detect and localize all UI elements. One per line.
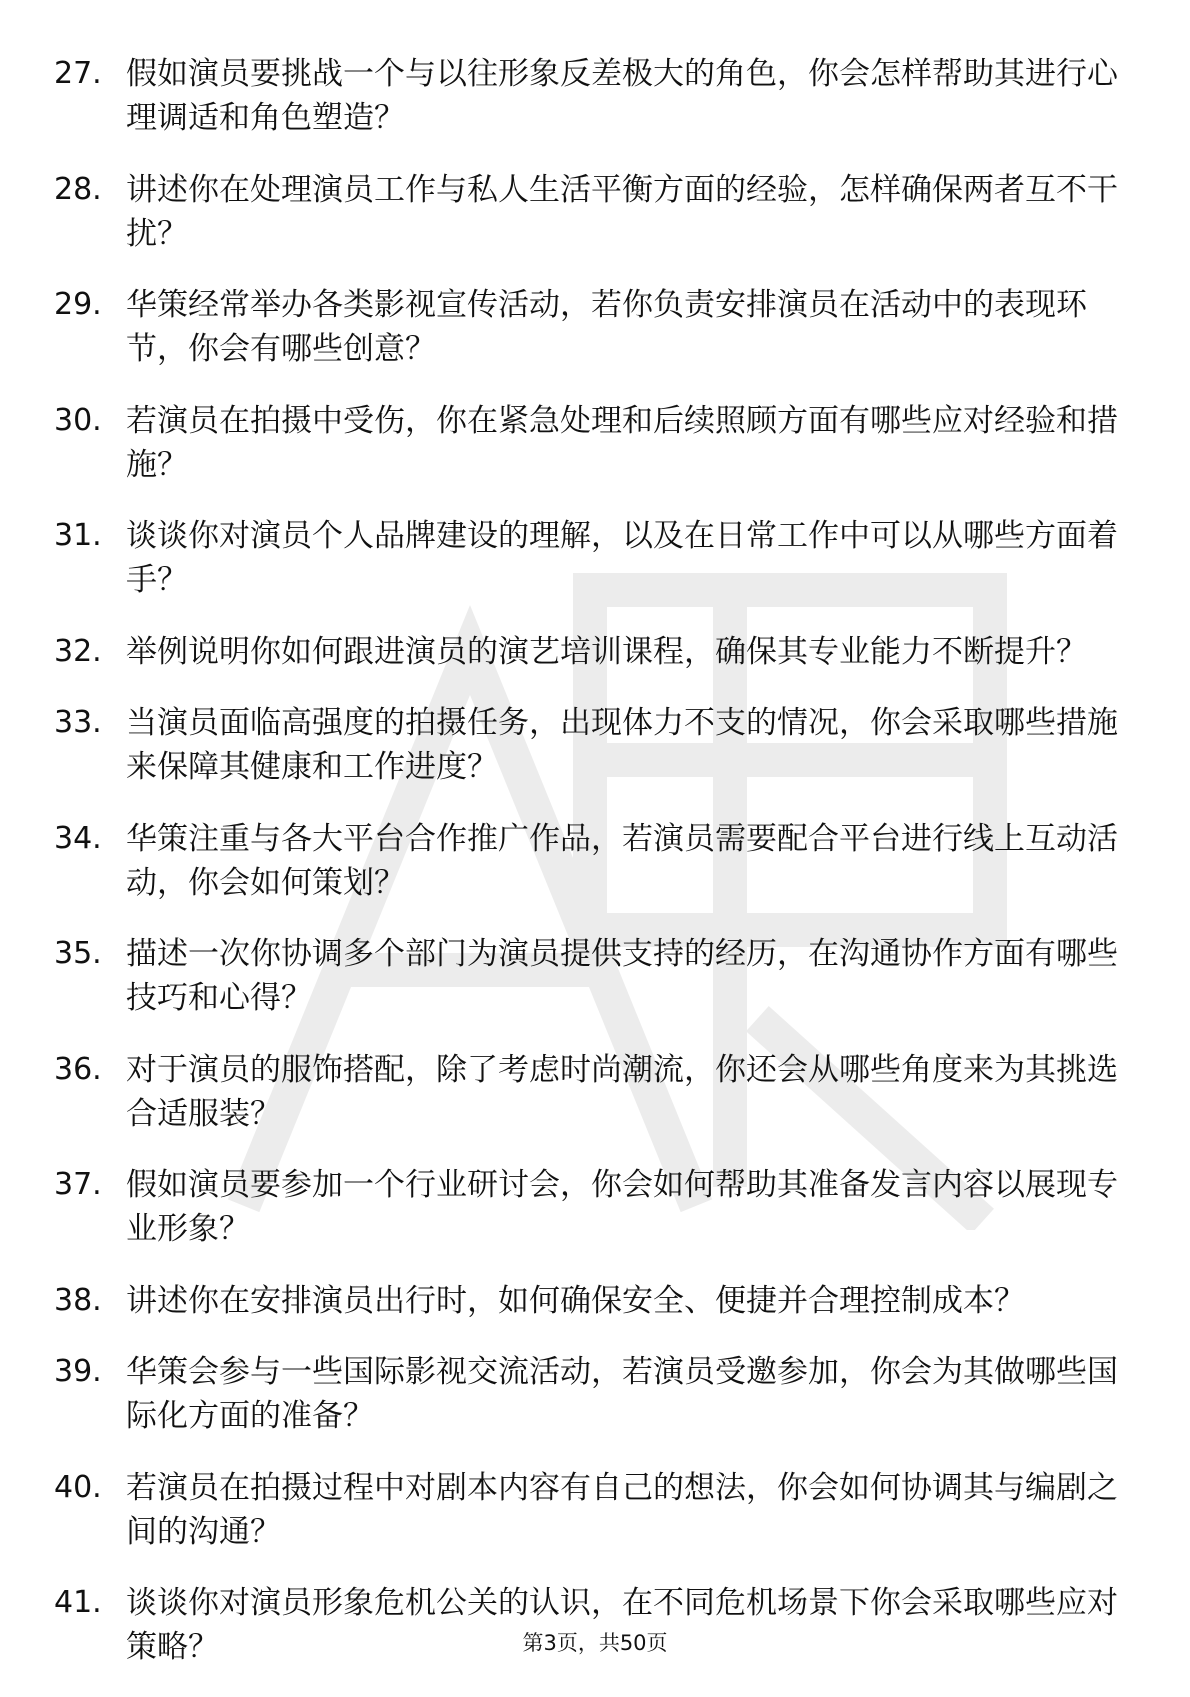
question-item xyxy=(54,932,1144,1020)
question-number: 30. xyxy=(54,402,102,438)
question-item xyxy=(54,399,1144,487)
question-text: 华策会参与一些国际影视交流活动，若演员受邀参加，你会为其做哪些国际化方面的准备？ xyxy=(126,1354,1118,1434)
question-text: 描述一次你协调多个部门为演员提供支持的经历，在沟通协作方面有哪些技巧和心得？ xyxy=(126,936,1118,1016)
question-text: 若演员在拍摄过程中对剧本内容有自己的想法，你会如何协调其与编剧之间的沟通？ xyxy=(126,1469,1118,1550)
question-text: 当演员面临高强度的拍摄任务，出现体力不支的情况，你会采取哪些措施来保障其健康和工作进度？ xyxy=(126,705,1118,785)
question-number: 39. xyxy=(54,1354,102,1389)
question-text: 假如演员要参加一个行业研讨会，你会如何帮助其准备发言内容以展现专业形象？ xyxy=(126,1167,1118,1247)
question-text: 谈谈你对演员个人品牌建设的理解，以及在日常工作中可以从哪些方面着手？ xyxy=(126,518,1118,598)
question-item xyxy=(54,283,1144,371)
question-item xyxy=(54,701,1144,789)
question-item xyxy=(54,1466,1144,1554)
question-text: 讲述你在安排演员出行时，如何确保安全、便捷并合理控制成本？ xyxy=(126,1282,1025,1319)
question-number: 37. xyxy=(54,1167,102,1202)
question-item xyxy=(54,1048,1144,1136)
question-item xyxy=(54,817,1144,905)
question-text: 举例说明你如何跟进演员的演艺培训课程，确保其专业能力不断提升？ xyxy=(126,633,1087,670)
question-number: 32. xyxy=(54,633,102,669)
question-text: 对于演员的服饰搭配，除了考虑时尚潮流，你还会从哪些角度来为其挑选合适服装？ xyxy=(126,1051,1118,1132)
page-indicator: 第3页，共50页 xyxy=(522,1631,668,1655)
question-number: 41. xyxy=(54,1585,102,1620)
question-number: 38. xyxy=(54,1282,102,1318)
question-number: 40. xyxy=(54,1469,102,1505)
question-text: 若演员在拍摄中受伤，你在紧急处理和后续照顾方面有哪些应对经验和措施？ xyxy=(126,402,1118,483)
question-text: 华策经常举办各类影视宣传活动，若你负责安排演员在活动中的表现环节，你会有哪些创意？ xyxy=(126,287,1087,367)
question-item xyxy=(54,1279,1144,1323)
question-item xyxy=(54,630,1144,674)
question-number: 28. xyxy=(54,171,102,207)
question-item xyxy=(54,168,1144,256)
question-text: 假如演员要挑战一个与以往形象反差极大的角色，你会怎样帮助其进行心理调适和角色塑造？ xyxy=(126,56,1118,136)
question-number: 34. xyxy=(54,820,102,856)
question-text: 讲述你在处理演员工作与私人生活平衡方面的经验，怎样确保两者互不干扰？ xyxy=(126,171,1118,252)
question-number: 33. xyxy=(54,705,102,740)
question-number: 35. xyxy=(54,936,102,971)
question-item xyxy=(54,1350,1144,1438)
question-list xyxy=(54,52,1144,1697)
question-number: 27. xyxy=(54,56,102,91)
question-text: 谈谈你对演员形象危机公关的认识，在不同危机场景下你会采取哪些应对策略？ xyxy=(126,1585,1118,1665)
question-text: 华策注重与各大平台合作推广作品，若演员需要配合平台进行线上互动活动，你会如何策划？ xyxy=(126,820,1118,901)
question-number: 36. xyxy=(54,1051,102,1087)
question-item xyxy=(54,52,1144,140)
question-item xyxy=(54,514,1144,602)
question-number: 31. xyxy=(54,518,102,553)
question-number: 29. xyxy=(54,287,102,322)
question-item xyxy=(54,1163,1144,1251)
